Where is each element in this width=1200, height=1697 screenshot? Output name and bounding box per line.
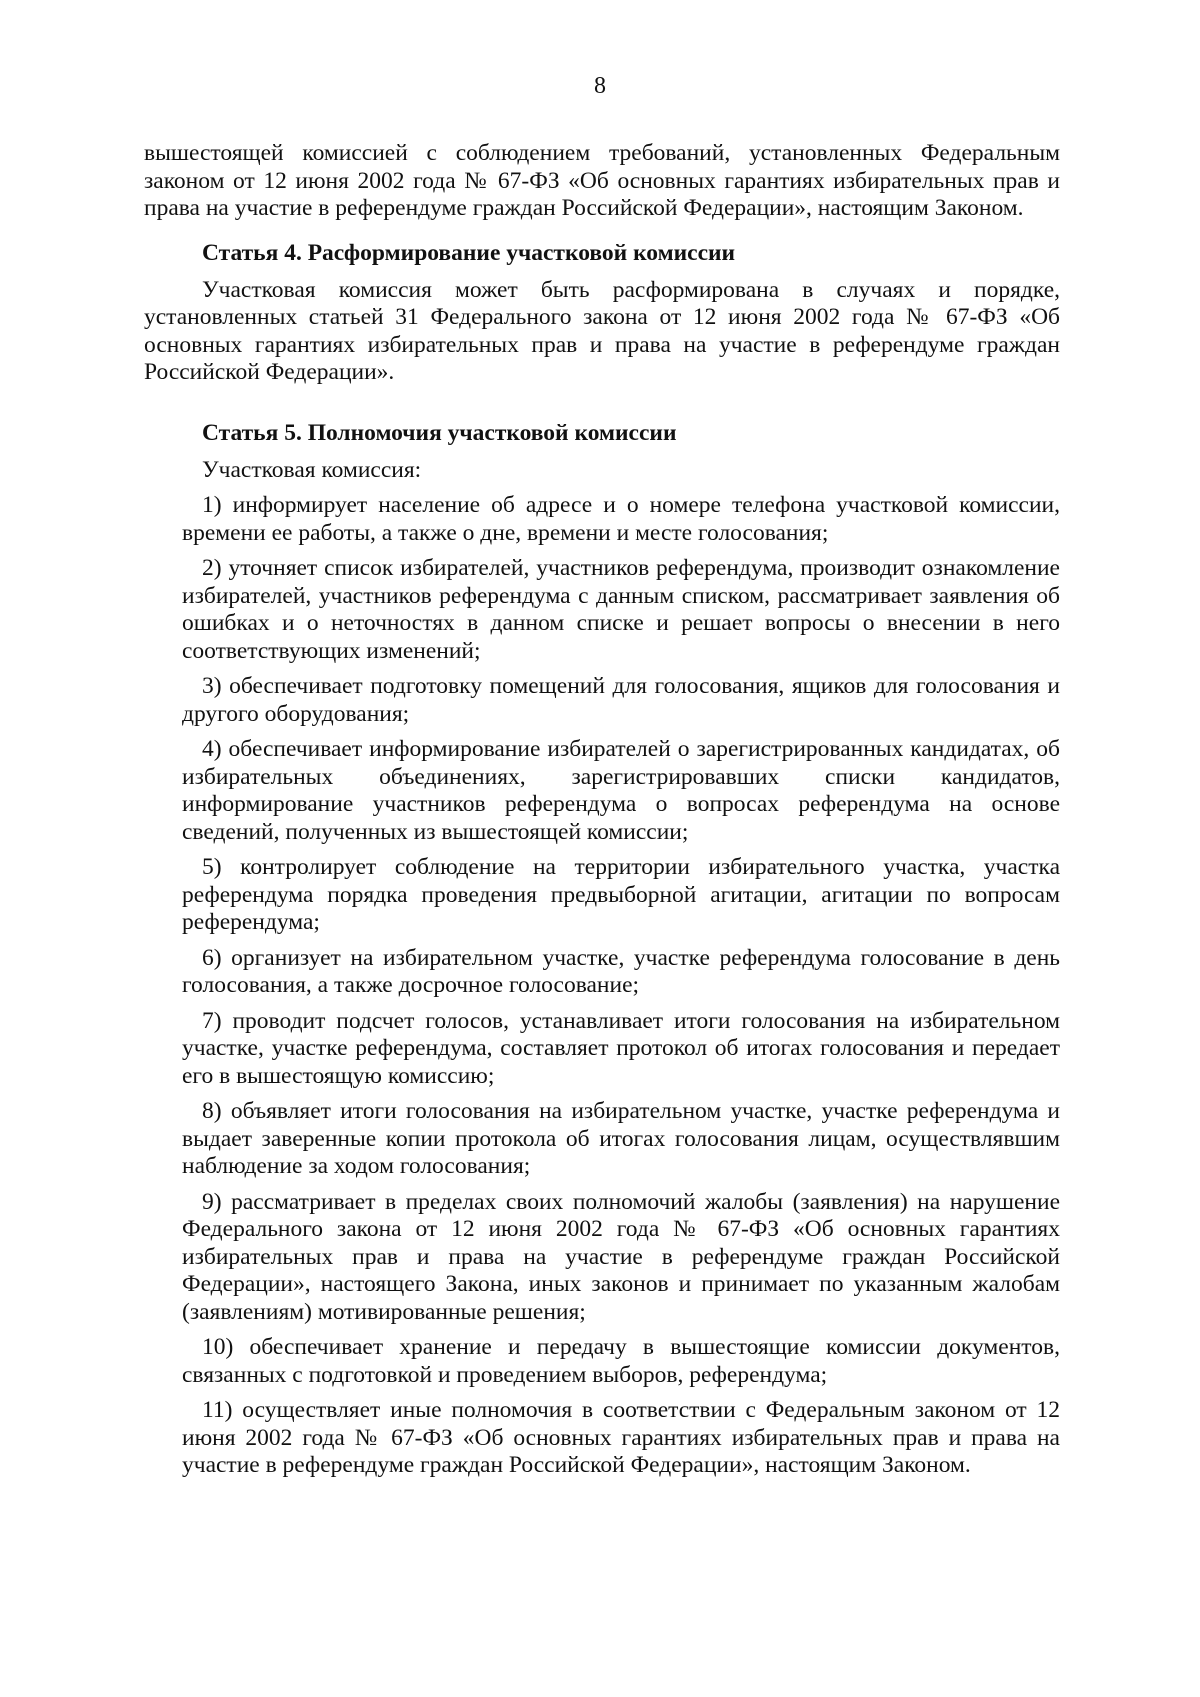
list-item-6: 6) организует на избирательном участке, участке референдума голосование в день голосования, а также досрочное голосование;	[182, 944, 1060, 998]
list-item-11: 11) осуществляет иные полномочия в соответствии с Федеральным законом от 12 июня 2002 года № 67-ФЗ «Об основных гарантиях избирательных прав и права на участие в референдуме граждан Российской Федерации», настоящим Законом.	[182, 1397, 1060, 1478]
intro-paragraph: вышестоящей комиссией с соблюдением требований, установленных Федеральным законом от 12 июня 2002 года № 67-ФЗ «Об основных гарантиях избирательных прав и права на участие в референдуме граждан Российской Федерации», настоящим Законом.	[144, 140, 1060, 221]
list-item-8: 8) объявляет итоги голосования на избирательном участке, участке референдума и выдает заверенные копии протокола об итогах голосования лицам, осуществлявшим наблюдение за ходом голосования;	[182, 1098, 1060, 1179]
list-item-7: 7) проводит подсчет голосов, устанавливает итоги голосования на избирательном участке, участке референдума, составляет протокол об итогах голосования и передает его в вышестоящую комиссию;	[182, 1007, 1060, 1089]
article-4-heading: Статья 4. Расформирование участковой комиссии	[202, 239, 736, 266]
list-item-10: 10) обеспечивает хранение и передачу в вышестоящие комиссии документов, связанных с подготовкой и проведением выборов, референдума;	[182, 1334, 1060, 1388]
article-5-lead: Участковая комиссия:	[202, 456, 422, 483]
article-5-list	[144, 492, 1060, 1480]
list-item-2: 2) уточняет список избирателей, участников референдума, производит ознакомление избирателей, участников референдума с данным списком, рассматривает заявления об ошибках и о неточностях в данном списке и решает вопросы о внесении в него соответствующих изменений;	[182, 555, 1060, 664]
article-5-heading: Статья 5. Полномочия участковой комиссии	[202, 419, 677, 446]
article-5	[144, 419, 1060, 1480]
list-item-1: 1) информирует население об адресе и о номере телефона участковой комиссии, времени ее работы, а также о дне, времени и месте голосования;	[182, 492, 1060, 546]
document-body	[144, 140, 1060, 1488]
article-4-text: Участковая комиссия может быть расформирована в случаях и порядке, установленных статьей 31 Федерального закона от 12 июня 2002 года № 67-ФЗ «Об основных гарантиях избирательных прав и права на участие в референдуме граждан Российской Федерации».	[144, 276, 1060, 385]
page-number: 8	[594, 73, 606, 99]
list-item-5: 5) контролирует соблюдение на территории избирательного участка, участка референдума порядка проведения предвыборной агитации, агитации по вопросам референдума;	[182, 854, 1060, 935]
list-item-3: 3) обеспечивает подготовку помещений для голосования, ящиков для голосования и другого оборудования;	[182, 673, 1060, 727]
list-item-9: 9) рассматривает в пределах своих полномочий жалобы (заявления) на нарушение Федерального закона от 12 июня 2002 года № 67-ФЗ «Об основных гарантиях избирательных прав и права на участие в референдуме граждан Российской Федерации», настоящего Закона, иных законов и принимает по указанным жалобам (заявлениям) мотивированные решения;	[182, 1188, 1060, 1325]
article-4	[144, 239, 1060, 387]
list-item-4: 4) обеспечивает информирование избирателей о зарегистрированных кандидатах, об избирательных объединениях, зарегистрировавших списки кандидатов, информирование участников референдума о вопросах референдума на основе сведений, полученных из вышестоящей комиссии;	[182, 736, 1060, 845]
